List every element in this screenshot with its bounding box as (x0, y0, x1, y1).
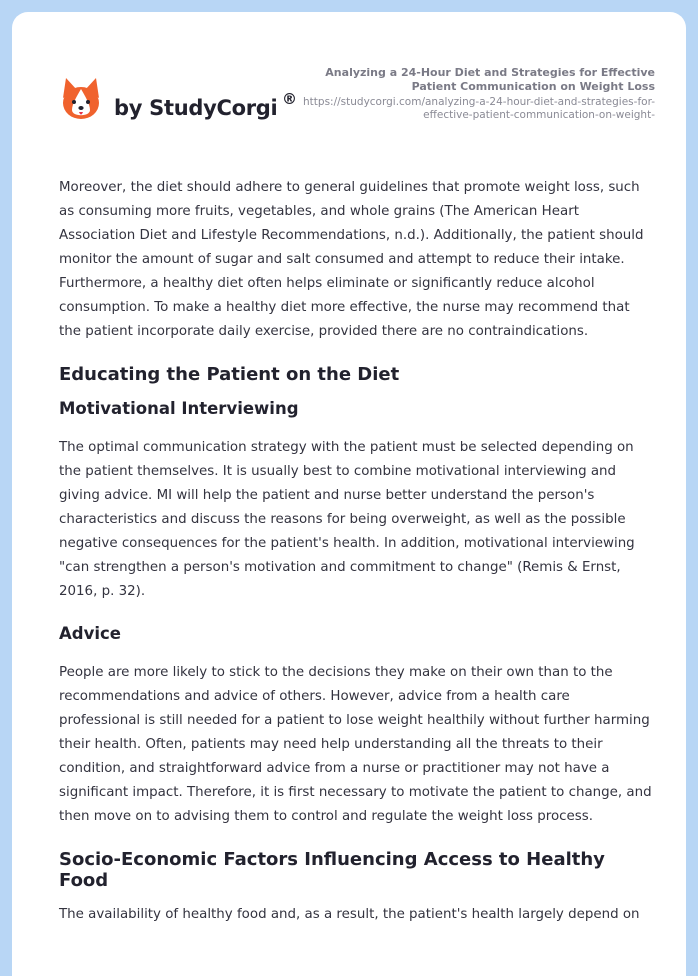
paragraph-advice: People are more likely to stick to the decisions they make on their own than to the recommendations and advice of others. However, advice from a health care professional is still needed for a patient to lose weight healthily without further harming their health. Often, patients may need help understanding all the threats to their condition, and straightforward advice from a nurse or practitioner may not have a significant impact. Therefore, it is first necessary to motivate the patient to change, and then move on to advising them to control and regulate the weight loss process. (59, 665, 652, 824)
document-title: Analyzing a 24-Hour Diet and Strategies for Effective Patient Communication on Weight Loss (325, 66, 655, 93)
brand-name: by StudyCorgi (114, 96, 278, 120)
document-meta (295, 66, 655, 122)
heading-socio-economic: Socio-Economic Factors Influencing Access to Healthy Food (59, 849, 605, 891)
studycorgi-logo[interactable] (60, 76, 310, 136)
paragraph-communication-strategy: The optimal communication strategy with the patient must be selected depending on the patient themselves. It is usually best to combine motivational interviewing and giving advice. MI will help the patient and nurse better understand the person's characteristics and discuss the reasons for being overweight, as well as the possible negative consequences for the patient's health. In addition, motivational interviewing "can strengthen a person's motivation and commitment to change" (Remis & Ernst, 2016, p. 32). (59, 440, 635, 599)
paragraph-healthy-food-access: The availability of healthy food and, as a result, the patient's health largely depend on (59, 907, 640, 922)
heading-motivational-interviewing: Motivational Interviewing (59, 399, 299, 418)
article-body (59, 176, 655, 927)
paragraph-diet-guidelines: Moreover, the diet should adhere to general guidelines that promote weight loss, such as consuming more fruits, vegetables, and whole grains (The American Heart Association Diet and Lifestyle Recommendations, n.d.). Additionally, the patient should monitor the amount of sugar and salt consumed and attempt to reduce their intake. Furthermore, a healthy diet often helps eliminate or significantly reduce alcohol consumption. To make a healthy diet more effective, the nurse may recommend that the patient incorporate daily exercise, provided there are no contraindications. (59, 180, 644, 339)
document-url[interactable]: https://studycorgi.com/analyzing-a-24-hour-diet-and-strategies-for-effective-patient-communication-on-weight- (303, 96, 655, 121)
heading-advice: Advice (59, 624, 121, 643)
document-page (12, 12, 686, 976)
header (12, 12, 686, 152)
registered-mark: ® (282, 90, 297, 108)
heading-educating-patient: Educating the Patient on the Diet (59, 364, 400, 385)
corgi-logo-icon (60, 76, 102, 124)
